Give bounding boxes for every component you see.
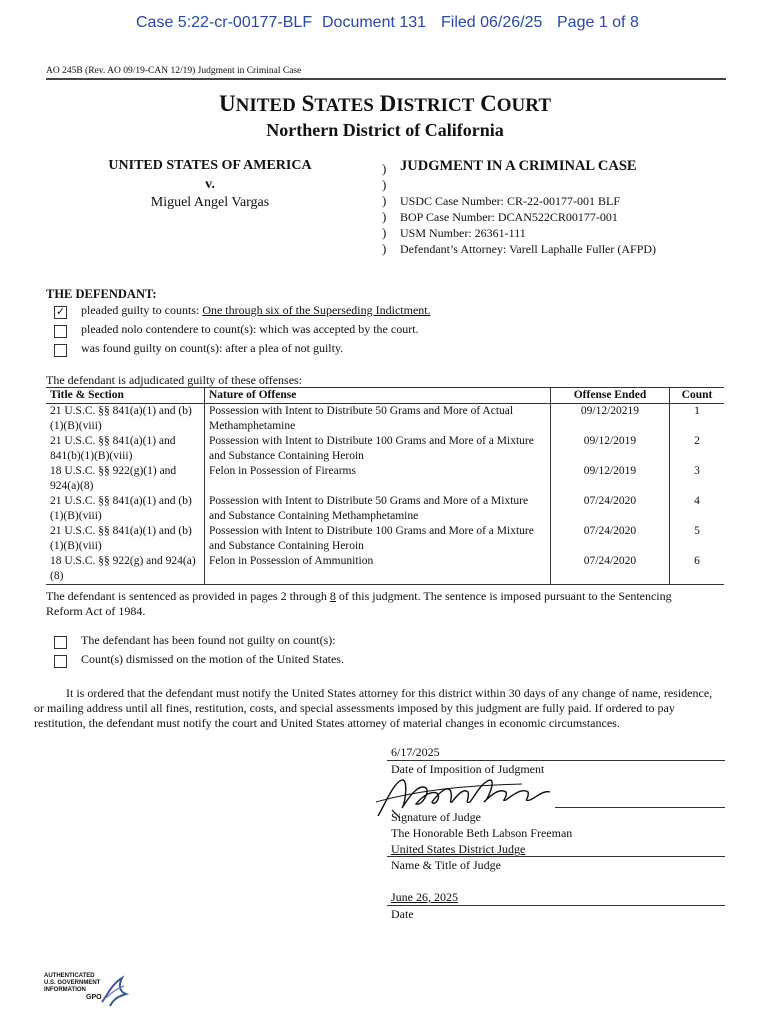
not-guilty-checkbox[interactable] — [54, 636, 67, 649]
guilty-plea-checkbox[interactable] — [54, 306, 67, 319]
nature-cell: Felon in Possession of Firearms — [205, 464, 551, 494]
date-label: Date — [391, 907, 414, 921]
eagle-icon — [98, 972, 130, 1008]
count-cell: 5 — [694, 525, 700, 537]
usdc-case-number: USDC Case Number: CR-22-00177-001 BLF — [400, 194, 620, 208]
case-number: Case 5:22-cr-00177-BLF — [136, 14, 313, 31]
dismissed-checkbox[interactable] — [54, 655, 67, 668]
order-text-line: or mailing address until all fines, restitution, costs, and special assessments imposed by this judgment are fully paid. If ordered to pay — [34, 701, 675, 715]
offense-ended-cell: 07/24/2020 — [551, 554, 670, 585]
table-row — [46, 464, 724, 494]
order-text-line: restitution, the defendant must notify the court and United States attorney of material changes in economic circumstances. — [34, 716, 620, 730]
guilty-plea-option: pleaded guilty to counts: One through six of the Superseding Indictment. — [81, 303, 431, 317]
table-row — [46, 554, 724, 585]
imposition-date: 6/17/2025 — [391, 745, 440, 759]
name-title-label: Name & Title of Judge — [391, 858, 501, 872]
nature-cell: Possession with Intent to Distribute 50 Grams and More of a Mixture and Substance Containing Methamphetamine — [205, 494, 551, 524]
title-section-cell: 21 U.S.C. §§ 841(a)(1) and (b)(1)(B)(viii) — [46, 404, 205, 435]
check-mark-icon: ✓ — [55, 306, 66, 318]
nature-cell: Possession with Intent to Distribute 100 Grams and More of a Mixture and Substance Containing Heroin — [205, 524, 551, 554]
defendant-heading: THE DEFENDANT: — [46, 287, 157, 301]
signing-date: June 26, 2025 — [391, 890, 458, 904]
nature-cell: Possession with Intent to Distribute 100 Grams and More of a Mixture and Substance Containing Heroin — [205, 434, 551, 464]
paren: ) — [382, 241, 387, 256]
plaintiff-name: UNITED STATES OF AMERICA — [108, 158, 312, 173]
count-cell: 1 — [694, 405, 700, 417]
nature-cell: Possession with Intent to Distribute 50 Grams and More of Actual Methamphetamine — [205, 404, 551, 435]
page-range: 8 — [329, 589, 336, 603]
court-district: Northern District of California — [266, 120, 504, 140]
count-cell: 2 — [694, 435, 700, 447]
offenses-intro: The defendant is adjudicated guilty of these offenses: — [46, 373, 303, 387]
count-cell: 6 — [694, 555, 700, 567]
count-cell: 4 — [694, 495, 700, 507]
offense-ended-cell: 09/12/2019 — [551, 434, 670, 464]
table-row — [46, 524, 724, 554]
order-text-line: It is ordered that the defendant must notify the United States attorney for this district within 30 days of any change of name, residence, — [66, 686, 713, 700]
offense-ended-cell: 07/24/2020 — [551, 524, 670, 554]
title-section-cell: 21 U.S.C. §§ 841(a)(1) and (b)(1)(B)(viii) — [46, 524, 205, 554]
dismissed-option: Count(s) dismissed on the motion of the United States. — [81, 652, 344, 666]
column-header: Title & Section — [46, 388, 205, 404]
not-guilty-option: The defendant has been found not guilty on count(s): — [81, 633, 336, 647]
page-count: Page 1 of 8 — [557, 14, 639, 31]
title-section-cell: 18 U.S.C. §§ 922(g) and 924(a)(8) — [46, 554, 205, 585]
offense-ended-cell: 07/24/2020 — [551, 494, 670, 524]
signature-rule — [387, 760, 725, 761]
title-section-cell: 18 U.S.C. §§ 922(g)(1) and 924(a)(8) — [46, 464, 205, 494]
court-title: UNITED STATES DISTRICT COURT — [219, 91, 551, 116]
sentence-statement-cont: Reform Act of 1984. — [46, 604, 146, 618]
signature-rule — [387, 905, 725, 906]
column-header: Count — [670, 388, 725, 404]
found-guilty-checkbox[interactable] — [54, 344, 67, 357]
versus: v. — [205, 177, 215, 192]
paren: ) — [382, 177, 387, 192]
offense-ended-cell: 09/12/20219 — [551, 404, 670, 435]
filed-date: Filed 06/26/25 — [441, 14, 543, 31]
usm-number: USM Number: 26361-111 — [400, 226, 526, 240]
sentence-statement: The defendant is sentenced as provided in pages 2 through 8 of this judgment. The sentence is imposed pursuant to the Sentencing — [46, 589, 672, 603]
bop-case-number: BOP Case Number: DCAN522CR00177-001 — [400, 210, 618, 224]
signature-rule — [387, 856, 725, 857]
judge-name: The Honorable Beth Labson Freeman — [391, 826, 573, 840]
title-section-cell: 21 U.S.C. §§ 841(a)(1) and (b)(1)(B)(viii) — [46, 494, 205, 524]
defendant-name: Miguel Angel Vargas — [150, 195, 270, 210]
offenses-table — [46, 387, 724, 585]
title-section-cell: 21 U.S.C. §§ 841(a)(1) and 841(b)(1)(B)(viii) — [46, 434, 205, 464]
header-rule — [46, 78, 726, 80]
judgment-title: JUDGMENT IN A CRIMINAL CASE — [400, 158, 637, 174]
paren: ) — [382, 225, 387, 240]
defendant-attorney: Defendant’s Attorney: Varell Laphalle Fuller (AFPD) — [400, 242, 657, 256]
offense-ended-cell: 09/12/2019 — [551, 464, 670, 494]
table-row — [46, 494, 724, 524]
count-cell: 3 — [694, 465, 700, 477]
signature-rule — [555, 807, 725, 808]
form-identifier: AO 245B (Rev. AO 09/19-CAN 12/19) Judgment in Criminal Case — [46, 66, 302, 76]
gpo-authentication-seal: AUTHENTICATED U.S. GOVERNMENT INFORMATION GPO — [44, 973, 102, 1001]
nolo-contendere-checkbox[interactable] — [54, 325, 67, 338]
paren: ) — [382, 161, 387, 176]
table-row — [46, 434, 724, 464]
imposition-date-label: Date of Imposition of Judgment — [391, 762, 545, 776]
column-header: Nature of Offense — [205, 388, 551, 404]
paren: ) — [382, 209, 387, 224]
table-row — [46, 404, 724, 435]
document-number: Document 131 — [322, 14, 427, 31]
nature-cell: Felon in Possession of Ammunition — [205, 554, 551, 585]
column-header: Offense Ended — [551, 388, 670, 404]
found-guilty-option: was found guilty on count(s): after a plea of not guilty. — [81, 341, 344, 355]
paren: ) — [382, 193, 387, 208]
signature-label: Signature of Judge — [391, 810, 481, 824]
nolo-contendere-option: pleaded nolo contendere to count(s): which was accepted by the court. — [81, 322, 419, 336]
judge-title: United States District Judge — [391, 842, 526, 856]
